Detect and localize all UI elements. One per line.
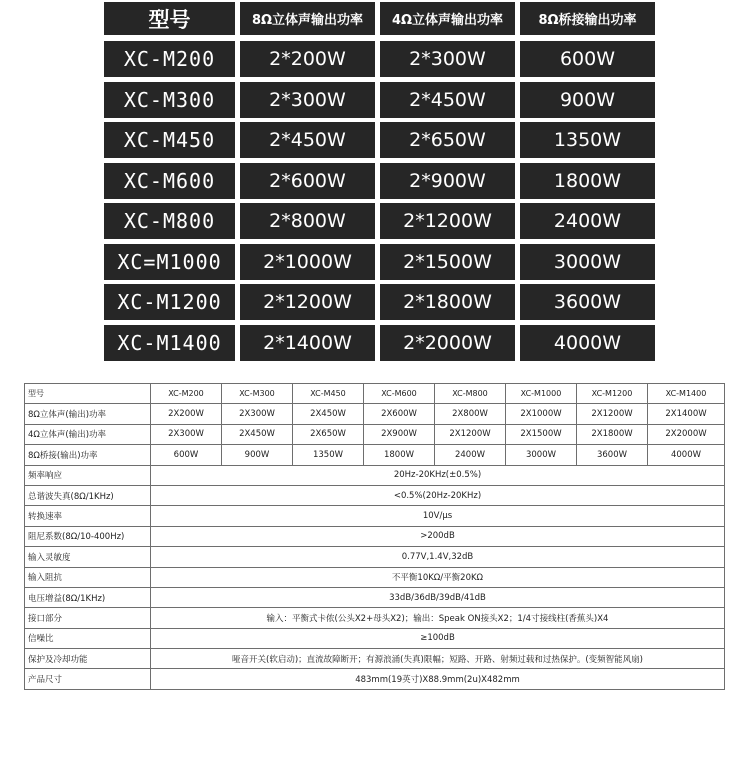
spec-value-cell: 输入：平衡式卡侬(公头X2+母头X2)；输出：Speak ON接头X2；1/4寸接线柱(香蕉头)X4 [151, 608, 725, 628]
bridge-8ohm-cell: 1800W [520, 163, 655, 199]
spec-row-models [25, 384, 725, 404]
model-cell: XC-M200 [104, 41, 235, 77]
stereo-8ohm-cell: 2*1200W [240, 284, 375, 320]
spec-value-cell: 1350W [293, 445, 364, 465]
spec-label: 输入阻抗 [25, 567, 151, 587]
spec-row-general [25, 608, 725, 628]
spec-value-cell: 20Hz-20KHz(±0.5%) [151, 465, 725, 485]
stereo-8ohm-cell: 2*1000W [240, 244, 375, 280]
spec-label: 4Ω立体声(输出)功率 [25, 424, 151, 444]
stereo-4ohm-cell: 2*1800W [380, 284, 515, 320]
spec-value-cell: 2X1200W [577, 404, 648, 424]
spec-row-power [25, 404, 725, 424]
spec-row-general [25, 628, 725, 648]
bridge-8ohm-cell: 1350W [520, 122, 655, 158]
spec-value-cell: 483mm(19英寸)X88.9mm(2u)X482mm [151, 669, 725, 689]
bridge-8ohm-cell: 4000W [520, 325, 655, 361]
stereo-4ohm-cell: 2*650W [380, 122, 515, 158]
header-8ohm-stereo: 8Ω立体声输出功率 [240, 2, 375, 35]
spec-value-cell: ≥100dB [151, 628, 725, 648]
spec-row-power [25, 445, 725, 465]
spec-model-cell: XC-M200 [151, 384, 222, 404]
spec-row-power [25, 424, 725, 444]
spec-value-cell: 3600W [577, 445, 648, 465]
model-cell: XC-M1200 [104, 284, 235, 320]
spec-label: 总谐波失真(8Ω/1KHz) [25, 485, 151, 505]
model-cell: XC-M450 [104, 122, 235, 158]
stereo-8ohm-cell: 2*800W [240, 203, 375, 239]
spec-label: 输入灵敏度 [25, 547, 151, 567]
model-cell: XC-M600 [104, 163, 235, 199]
stereo-8ohm-cell: 2*450W [240, 122, 375, 158]
spec-row-general [25, 567, 725, 587]
stereo-4ohm-cell: 2*1500W [380, 244, 515, 280]
spec-value-cell: 2X450W [293, 404, 364, 424]
bridge-8ohm-cell: 2400W [520, 203, 655, 239]
spec-value-cell: 2X600W [364, 404, 435, 424]
spec-value-cell: 2X900W [364, 424, 435, 444]
spec-label: 保护及冷却功能 [25, 649, 151, 669]
spec-value-cell: 不平衡10KΩ/平衡20KΩ [151, 567, 725, 587]
spec-value-cell: >200dB [151, 526, 725, 546]
spec-value-cell: 2X2000W [648, 424, 725, 444]
spec-label: 转换速率 [25, 506, 151, 526]
stereo-4ohm-cell: 2*2000W [380, 325, 515, 361]
spec-value-cell: 4000W [648, 445, 725, 465]
model-cell: XC=M1000 [104, 244, 235, 280]
spec-model-cell: XC-M300 [222, 384, 293, 404]
spec-label: 频率响应 [25, 465, 151, 485]
header-model: 型号 [104, 2, 235, 35]
spec-value-cell: 3000W [506, 445, 577, 465]
spec-value-cell: 2400W [435, 445, 506, 465]
spec-value-cell: 10V/μs [151, 506, 725, 526]
spec-row-general [25, 649, 725, 669]
spec-row-general [25, 465, 725, 485]
spec-value-cell: 33dB/36dB/39dB/41dB [151, 587, 725, 607]
spec-value-cell: 2X1200W [435, 424, 506, 444]
spec-model-cell: XC-M600 [364, 384, 435, 404]
spec-value-cell: 2X1500W [506, 424, 577, 444]
spec-row-general [25, 669, 725, 689]
model-cell: XC-M800 [104, 203, 235, 239]
spec-value-cell: <0.5%(20Hz-20KHz) [151, 485, 725, 505]
bridge-8ohm-cell: 3000W [520, 244, 655, 280]
spec-value-cell: 900W [222, 445, 293, 465]
bridge-8ohm-cell: 600W [520, 41, 655, 77]
spec-row-general [25, 547, 725, 567]
spec-row-general [25, 485, 725, 505]
spec-row-general [25, 506, 725, 526]
spec-model-cell: XC-M450 [293, 384, 364, 404]
spec-label: 产品尺寸 [25, 669, 151, 689]
header-8ohm-bridge: 8Ω桥接输出功率 [520, 2, 655, 35]
spec-label: 电压增益(8Ω/1KHz) [25, 587, 151, 607]
spec-value-cell: 2X800W [435, 404, 506, 424]
stereo-4ohm-cell: 2*1200W [380, 203, 515, 239]
spec-value-cell: 哑音开关(软启动)；直流故障断开；有源浪涌(失真)限幅；短路、开路、射频过载和过热保护。(变频智能风扇) [151, 649, 725, 669]
spec-value-cell: 0.77V,1.4V,32dB [151, 547, 725, 567]
spec-value-cell: 2X1800W [577, 424, 648, 444]
stereo-4ohm-cell: 2*300W [380, 41, 515, 77]
spec-value-cell: 2X1400W [648, 404, 725, 424]
model-cell: XC-M1400 [104, 325, 235, 361]
spec-value-cell: 2X200W [151, 404, 222, 424]
spec-value-cell: 1800W [364, 445, 435, 465]
spec-label: 接口部分 [25, 608, 151, 628]
header-4ohm-stereo: 4Ω立体声输出功率 [380, 2, 515, 35]
spec-label: 型号 [25, 384, 151, 404]
stereo-4ohm-cell: 2*450W [380, 82, 515, 118]
bridge-8ohm-cell: 3600W [520, 284, 655, 320]
spec-label: 8Ω立体声(输出)功率 [25, 404, 151, 424]
spec-model-cell: XC-M1200 [577, 384, 648, 404]
stereo-8ohm-cell: 2*300W [240, 82, 375, 118]
spec-value-cell: 2X1000W [506, 404, 577, 424]
stereo-8ohm-cell: 2*200W [240, 41, 375, 77]
bridge-8ohm-cell: 900W [520, 82, 655, 118]
model-cell: XC-M300 [104, 82, 235, 118]
spec-value-cell: 2X450W [222, 424, 293, 444]
spec-row-general [25, 526, 725, 546]
spec-label: 信噪比 [25, 628, 151, 648]
stereo-4ohm-cell: 2*900W [380, 163, 515, 199]
spec-value-cell: 600W [151, 445, 222, 465]
spec-label: 阻尼系数(8Ω/10-400Hz) [25, 526, 151, 546]
spec-table [24, 383, 725, 690]
spec-model-cell: XC-M1400 [648, 384, 725, 404]
stereo-8ohm-cell: 2*1400W [240, 325, 375, 361]
stereo-8ohm-cell: 2*600W [240, 163, 375, 199]
spec-value-cell: 2X650W [293, 424, 364, 444]
spec-model-cell: XC-M800 [435, 384, 506, 404]
spec-row-general [25, 587, 725, 607]
spec-model-cell: XC-M1000 [506, 384, 577, 404]
power-grid [0, 0, 750, 370]
spec-value-cell: 2X300W [222, 404, 293, 424]
spec-value-cell: 2X300W [151, 424, 222, 444]
spec-label: 8Ω桥接(输出)功率 [25, 445, 151, 465]
